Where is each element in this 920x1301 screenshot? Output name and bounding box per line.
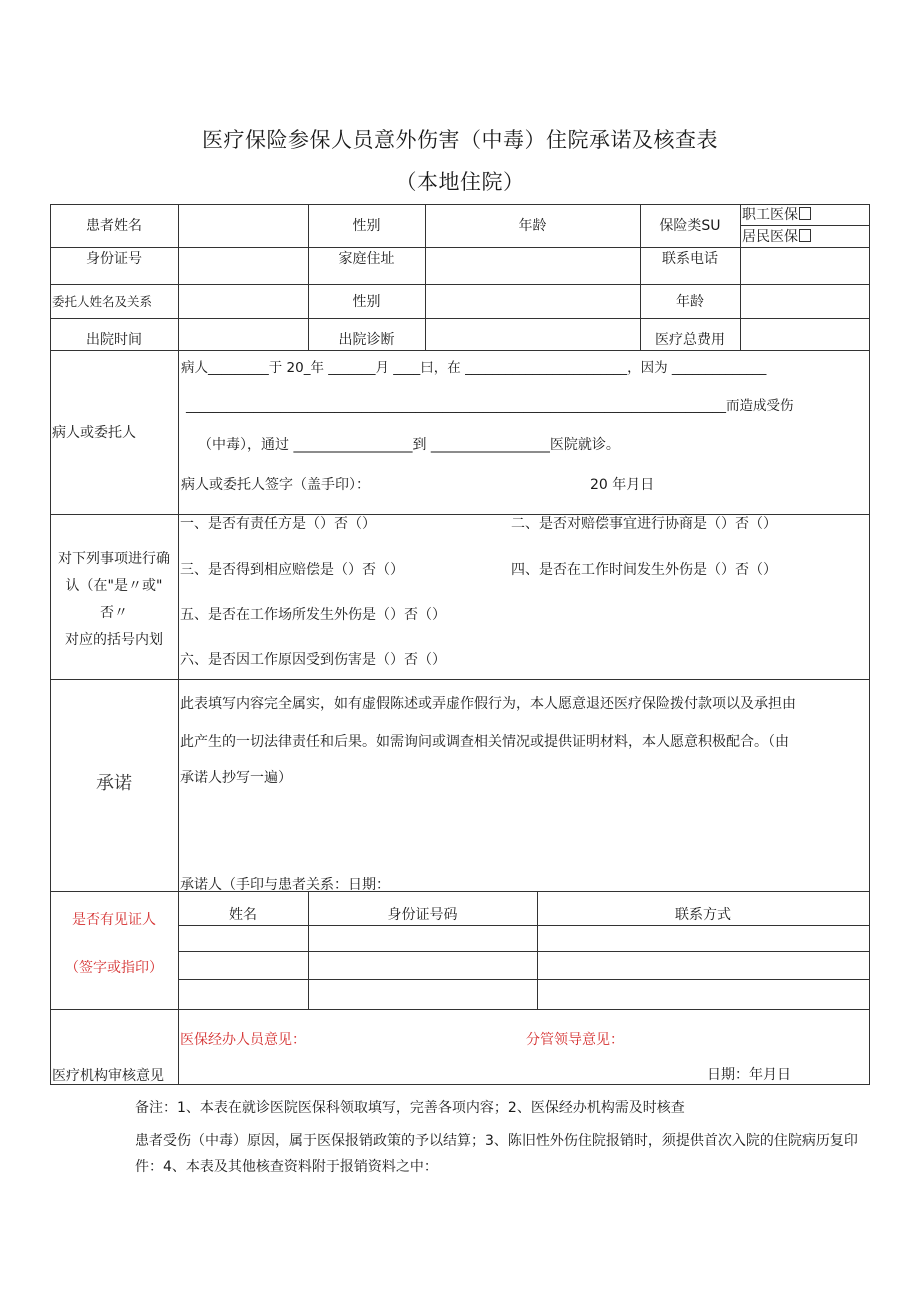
- statement-line-1: 病人_________于 20_年 _______月 ____曰，在 ________________________，因为 ______________: [181, 360, 767, 376]
- insurance-type-label: 保险类SU: [659, 218, 721, 234]
- signature-date: 20 年月日: [590, 477, 655, 493]
- confirm-label-line-1: 对下列事项进行确: [58, 551, 170, 567]
- row-divider: [50, 318, 870, 319]
- table-border-top: [50, 204, 870, 205]
- row-divider: [178, 925, 870, 926]
- promise-signer: 承诺人（手印与患者关系：日期：: [180, 877, 390, 890]
- notes-line-2: 患者受伤（中毒）原因，属于医保报销政策的予以结算；3、陈旧性外伤住院报销时，须提供首次入院的住院病历复印件：4、本表及其他核查资料附于报销资料之中：: [135, 1133, 858, 1175]
- witness-col-name: 姓名: [229, 907, 257, 923]
- table-border-bottom: [50, 1084, 870, 1085]
- resident-insurance-option[interactable]: [742, 228, 811, 246]
- employee-insurance-checkbox[interactable]: [799, 207, 811, 220]
- phone-label: 联系电话: [662, 251, 718, 267]
- form-title: 医疗保险参保人员意外伤害（中毒）住院承诺及核查表: [202, 128, 718, 152]
- agent-age-label: 年龄: [676, 294, 704, 310]
- discharge-diagnosis-label: 出院诊断: [338, 332, 395, 348]
- promise-section-label: 承诺: [96, 773, 132, 794]
- question-3: 三、是否得到相应赔偿是（）否（）: [180, 562, 404, 578]
- employee-insurance-option[interactable]: [742, 206, 811, 224]
- statement-line-3: （中毒），通过 _________________到 _________________医院就诊。: [198, 437, 620, 453]
- leader-opinion-label: 分管领导意见：: [526, 1032, 624, 1048]
- confirm-label-line-2: 认（在"是〃或": [65, 578, 163, 594]
- staff-opinion-label: 医保经办人员意见：: [180, 1032, 306, 1048]
- witness-sign-hint: （签字或指印）: [65, 960, 163, 976]
- question-4: 四、是否在工作时间发生外伤是（）否（）: [511, 562, 777, 578]
- total-cost-label: 医疗总费用: [655, 332, 725, 348]
- gender-label: 性别: [352, 218, 381, 234]
- confirm-label-line-4: 对应的括号内划: [65, 632, 163, 648]
- promise-text-2: 此产生的一切法律责任和后果。如需询问或调查相关情况或提供证明材料，本人愿意积极配合。（由: [180, 734, 789, 750]
- patient-name-label: 患者姓名: [86, 218, 142, 234]
- row-divider: [178, 951, 870, 952]
- employee-insurance-label: 职工医保: [742, 207, 798, 223]
- witness-col-contact: 联系方式: [675, 907, 731, 923]
- row-divider: [50, 247, 870, 248]
- row-divider: [50, 1009, 870, 1010]
- discharge-time-label: 出院时间: [86, 332, 142, 348]
- witness-col-id: 身份证号码: [387, 907, 458, 923]
- statement-line-2: ________________________________________________________________________________而造成受伤: [186, 398, 794, 414]
- col-divider: [178, 204, 179, 1085]
- agent-name-label: 委托人姓名及关系: [52, 294, 153, 309]
- row-divider: [50, 350, 870, 351]
- row-divider: [50, 284, 870, 285]
- witness-label: 是否有见证人: [72, 912, 156, 928]
- agent-gender-label: 性别: [352, 294, 381, 310]
- promise-text-1: 此表填写内容完全属实，如有虚假陈述或弄虚作假行为，本人愿意退还医疗保险拨付款项以及承担由: [180, 696, 796, 712]
- question-2: 二、是否对赔偿事宜进行协商是（）否（）: [511, 516, 777, 532]
- row-divider: [740, 225, 870, 226]
- review-date: 日期：年月日: [707, 1067, 791, 1083]
- form-subtitle: （本地住院）: [395, 170, 525, 194]
- question-1: 一、是否有责任方是（）否（）: [180, 516, 376, 532]
- confirm-label-line-3: 否〃: [100, 605, 128, 621]
- patient-signature-label: 病人或委托人签字（盖手印）：: [181, 477, 370, 493]
- promise-text-3: 承诺人抄写一遍）: [180, 770, 292, 786]
- review-section-label: 医疗机构审核意见: [52, 1068, 164, 1084]
- resident-insurance-label: 居民医保: [742, 229, 798, 245]
- row-divider: [178, 979, 870, 980]
- notes-line-1: 备注：1、本表在就诊医院医保科领取填写，完善各项内容；2、医保经办机构需及时核查: [135, 1100, 685, 1116]
- resident-insurance-checkbox[interactable]: [799, 229, 811, 242]
- address-label: 家庭住址: [338, 251, 395, 267]
- question-6: 六、是否因工作原因受到伤害是（）否（）: [180, 652, 446, 668]
- age-label: 年龄: [518, 218, 547, 234]
- table-border-right: [869, 204, 870, 1085]
- statement-section-label: 病人或委托人: [52, 425, 136, 441]
- col-divider: [740, 204, 741, 350]
- row-divider: [50, 679, 870, 680]
- row-divider: [50, 891, 870, 892]
- id-number-label: 身份证号: [86, 251, 142, 267]
- question-5: 五、是否在工作场所发生外伤是（）否（）: [180, 607, 446, 623]
